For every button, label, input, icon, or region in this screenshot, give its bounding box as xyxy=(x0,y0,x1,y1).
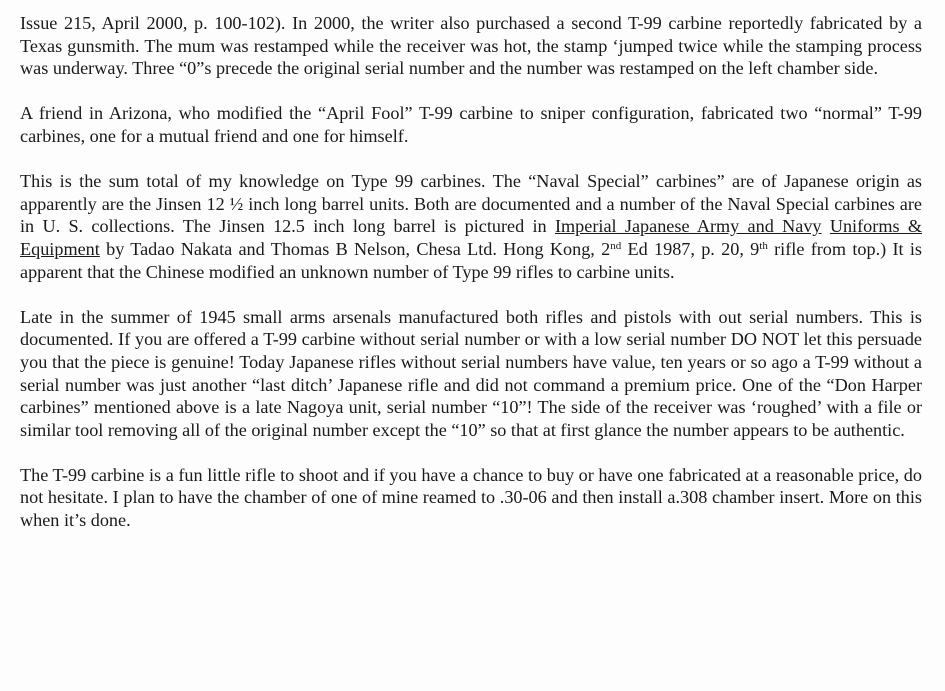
paragraph-no-serial-rifles: Late in the summer of 1945 small arms arsenals manufactured both rifles and pistols with out serial numbers. This is documented. If you are offered a T-99 carbine without serial number or with a low serial number DO NOT let this persuade you that the piece is genuine! Today Japanese rifles without serial numbers have value, ten years or so ago a T-99 without a serial number was just another “last ditch’ Japanese rifle and did not command a premium price. One of the “Don Harper carbines” mentioned above is a late Nagoya unit, serial number “10”! The side of the receiver was ‘roughed’ with a file or similar tool removing all of the original number except the “10” so that at first glance the number appears to be authentic. xyxy=(20,306,922,440)
text-run: rifle from top.) It is apparent that the Chinese modified an unknown number of Type 99 rifles to carbine units. xyxy=(20,238,922,282)
paragraph-arizona-friend: A friend in Arizona, who modified the “April Fool” T-99 carbine to sniper configuration, fabricated two “normal” T-99 carbines, one for a mutual friend and one for himself. xyxy=(20,103,922,146)
text-run: This is the sum total of my knowledge on Type 99 carbines. The “Naval Special” carbines” are of Japanese origin as apparently are the Jinsen 12 ½ inch long barrel units. Both are documented and a number of the Naval Special carbines are in U. S. collections. The Jinsen 12.5 inch long barrel is pictured in xyxy=(20,171,922,237)
superscript-ordinal: th xyxy=(759,239,768,252)
document-body xyxy=(20,12,922,532)
book-title-underlined: Uniforms & Equipment xyxy=(20,216,922,259)
paragraph-type99-knowledge xyxy=(20,170,922,283)
book-title-underlined: Imperial Japanese Army and Navy xyxy=(554,216,822,237)
text-run: by Tadao Nakata and Thomas B Nelson, Chesa Ltd. Hong Kong, 2 xyxy=(99,238,611,259)
text-run xyxy=(822,216,830,236)
superscript-ordinal: nd xyxy=(610,239,622,252)
text-run: Ed 1987, p. 20, 9 xyxy=(621,238,760,259)
paragraph-fun-rifle: The T-99 carbine is a fun little rifle to shoot and if you have a chance to buy or have one fabricated at a reasonable price, do not hesitate. I plan to have the chamber of one of mine reamed to .30-06 and then install a.308 chamber insert. More on this when it’s done. xyxy=(20,464,922,531)
paragraph-texas-carbine: Issue 215, April 2000, p. 100-102). In 2000, the writer also purchased a second T-99 carbine reportedly fabricated by a Texas gunsmith. The mum was restamped while the receiver was hot, the stamp ‘jumped twice while the stamping process was underway. Three “0”s precede the original serial number and the number was restamped on the left chamber side. xyxy=(20,13,922,79)
